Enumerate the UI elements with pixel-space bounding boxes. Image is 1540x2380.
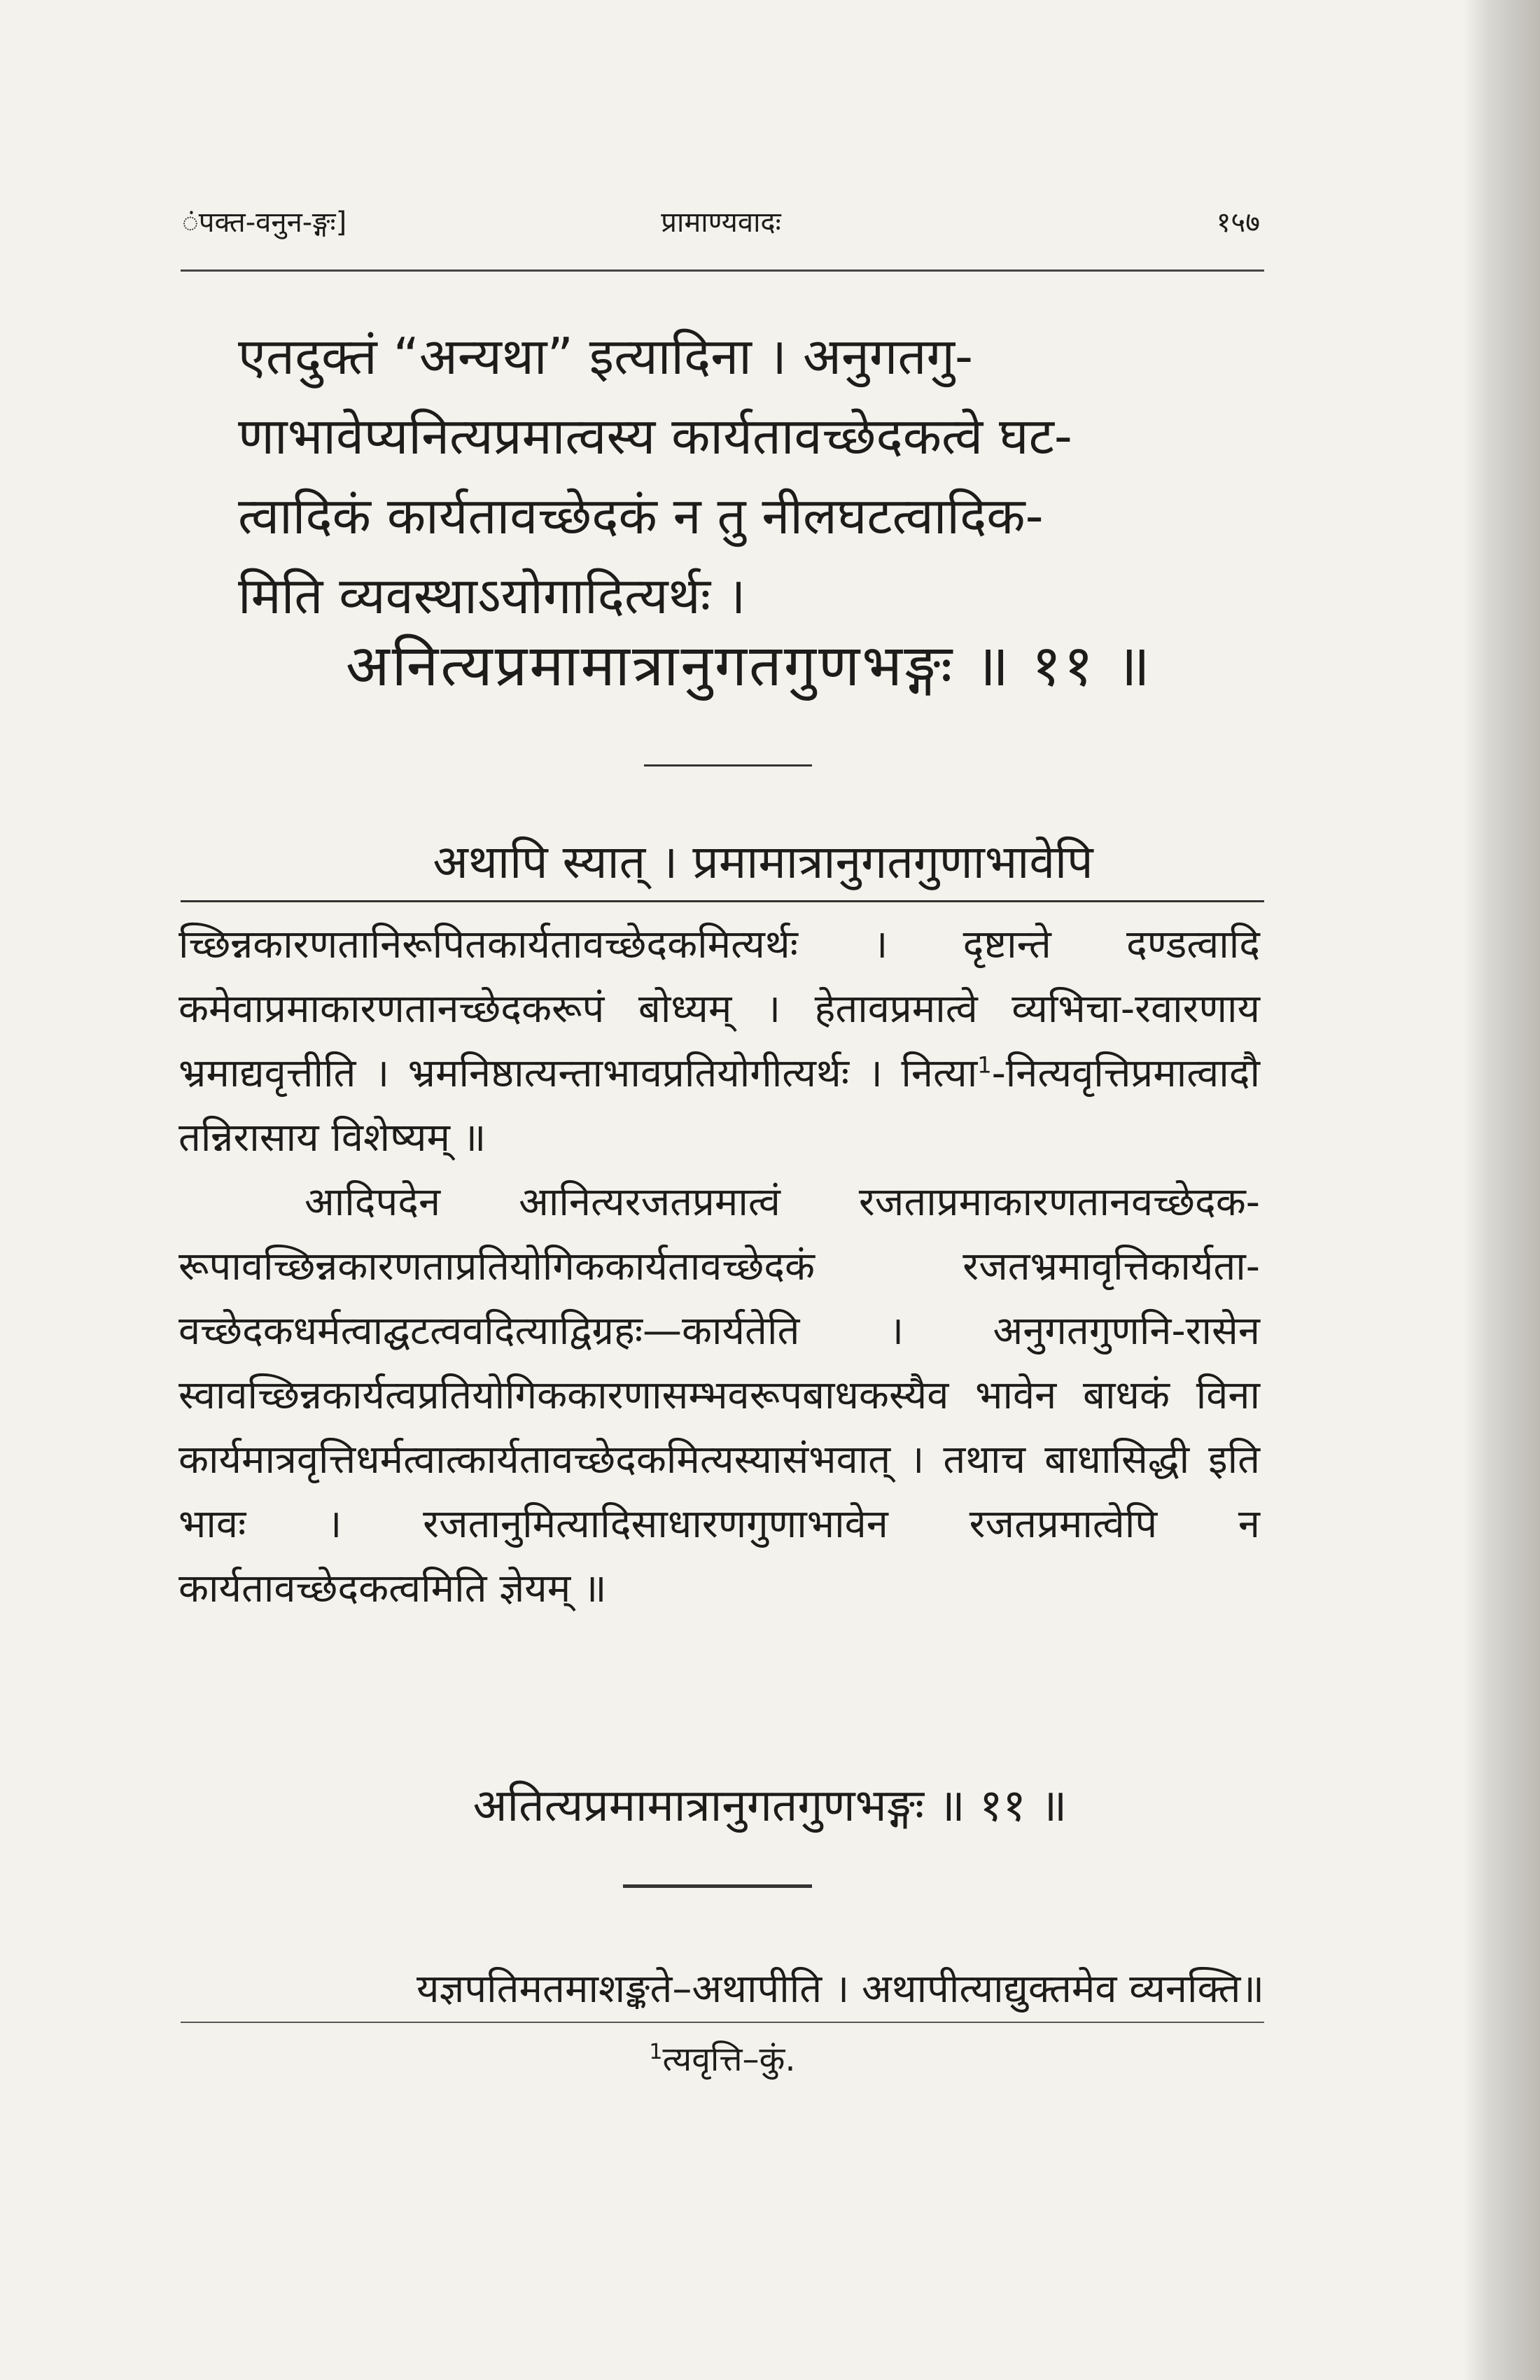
- divider-rule: [644, 764, 812, 766]
- header-title: प्रामाण्यवादः: [661, 206, 781, 239]
- footnote-number: 1: [649, 2040, 663, 2064]
- footnote-text: त्यवृत्ति–कुं.: [662, 2040, 796, 2079]
- verse-line-4: मिति व्यवस्थाऽयोगादित्यर्थः ।: [238, 566, 746, 625]
- section-rule: [181, 900, 1264, 902]
- verse-line-2: णाभावेप्यनित्यप्रमात्वस्य कार्यतावच्छेदकत्वे घट-: [238, 407, 1072, 465]
- colophon: अतित्यप्रमामात्रानुगतगुणभङ्गः ॥ ११ ॥: [472, 1780, 1068, 1832]
- page-number: १५७: [1216, 206, 1260, 239]
- commentary-lead-line: यज्ञपतिमतमाशङ्कते–अथापीति । अथापीत्याद्युक्तमेव व्यनक्ति॥: [416, 1966, 1264, 2012]
- header-left: ंपक्त-वनुन-ङ्गः]: [182, 206, 347, 239]
- footnote: [181, 2031, 1264, 2087]
- section-heading: अथापि स्यात् । प्रमामात्रानुगतगुणाभावेपि: [433, 835, 1093, 889]
- footnote-marker: 1: [977, 1051, 992, 1079]
- page-edge-shadow: [1463, 0, 1540, 2380]
- verse-line-3: त्वादिकं कार्यतावच्छेदकं न तु नीलघटत्वादिक-: [238, 486, 1044, 545]
- footnote-rule: [181, 2022, 1264, 2023]
- running-header: [182, 188, 1260, 251]
- verse-section-title: अनित्यप्रमामात्रानुगतगुणभङ्गः ॥ ११ ॥: [345, 633, 1153, 699]
- commentary-block: [178, 913, 1260, 1621]
- commentary-paragraph-1: च्छिन्नकारणतानिरूपितकार्यतावच्छेदकमित्यर्थः । दृष्टान्ते दण्डत्वादि कमेवाप्रमाकारणतानच्छेदकरूपं बोध्यम् । हेतावप्रमात्वे व्यभिचा-रवारणाय भ्रमाद्यवृत्तीति । भ्रमनिष्ठात्यन्ताभावप्रतियोगीत्यर्थः । नित्या$^1$-नित्यवृत्तिप्रमात्वादौ तन्निरासाय विशेष्यम् ॥: [178, 922, 1260, 1161]
- header-rule: [181, 270, 1264, 272]
- verse-line-1: एतदुक्तं “अन्यथा” इत्यादिना । अनुगतगु-: [238, 327, 974, 386]
- commentary-paragraph-2: आदिपदेन आनित्यरजतप्रमात्वं रजताप्रमाकारणतानवच्छेदक-रूपावच्छिन्नकारणताप्रतियोगिककार्यतावच्छेदकं रजतभ्रमावृत्तिकार्यता-वच्छेदकधर्मत्वाद्घटत्ववदित्याद्विग्रहः—कार्यतेति । अनुगतगुणनि-रासेन स्वावच्छिन्नकार्यत्वप्रतियोगिककारणासम्भवरूपबाधकस्यैव भावेन बाधकं विना कार्यमात्रवृत्तिधर्मत्वात्कार्यतावच्छेदकमित्यस्यासंभवात् । तथाच बाधासिद्धी इति भावः । रजतानुमित्यादिसाधारणगुणाभावेन रजतप्रमात्वेपि न कार्यतावच्छेदकत्वमिति ज्ञेयम् ॥: [178, 1180, 1260, 1611]
- divider-rule-bottom: [623, 1884, 812, 1888]
